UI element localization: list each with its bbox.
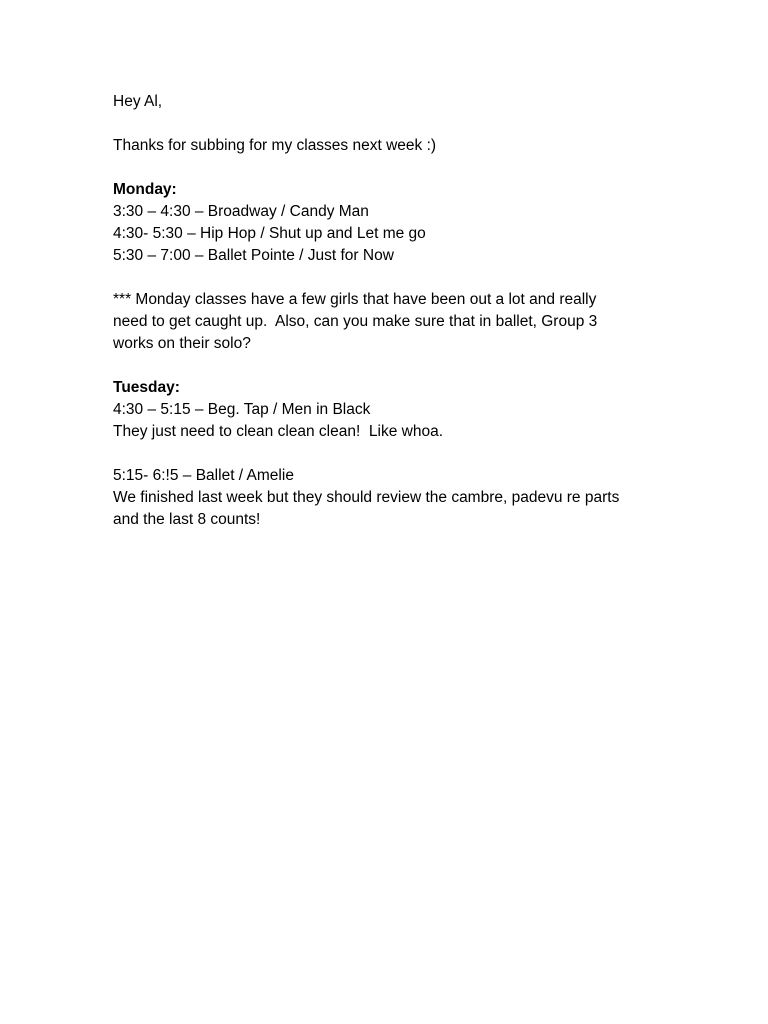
monday-class-2: 4:30- 5:30 – Hip Hop / Shut up and Let me go [113,225,426,242]
spacer [113,355,673,377]
tuesday-class-2-note-line-1: We finished last week but they should review the cambre, padevu re parts [113,489,620,506]
spacer [113,267,673,289]
monday-class-1: 3:30 – 4:30 – Broadway / Candy Man [113,203,369,220]
tuesday-class-1: 4:30 – 5:15 – Beg. Tap / Men in Black [113,401,371,418]
tuesday-class-2: 5:15- 6:!5 – Ballet / Amelie [113,467,294,484]
greeting: Hey Al, [113,93,163,110]
spacer [113,157,673,179]
monday-note-line-3: works on their solo? [113,335,251,352]
spacer [113,443,673,465]
monday-heading: Monday: [113,181,177,198]
letter-body [113,91,673,531]
tuesday-class-1-note: They just need to clean clean clean! Like whoa. [113,423,444,440]
monday-note-line-1: *** Monday classes have a few girls that have been out a lot and really [113,291,597,308]
monday-note-line-2: need to get caught up. Also, can you make sure that in ballet, Group 3 [113,313,598,330]
tuesday-heading: Tuesday: [113,379,180,396]
tuesday-class-2-note-line-2: and the last 8 counts! [113,511,261,528]
monday-class-3: 5:30 – 7:00 – Ballet Pointe / Just for Now [113,247,394,264]
intro-line: Thanks for subbing for my classes next week :) [113,137,437,154]
spacer [113,113,673,135]
